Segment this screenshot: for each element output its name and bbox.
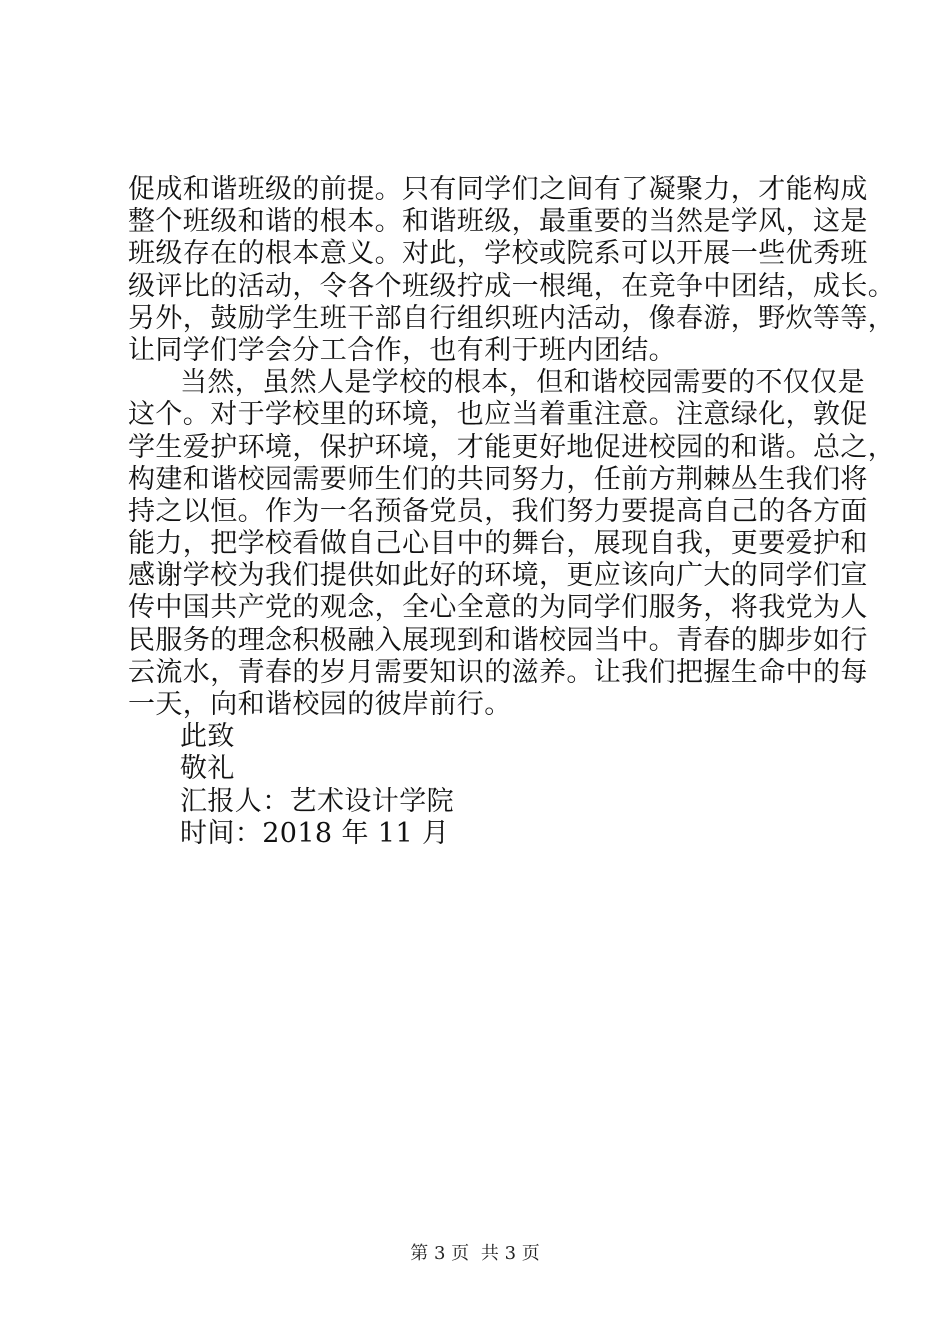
text-line: 学生爱护环境，保护环境，才能更好地促进校园的和谐。总之，: [128, 431, 896, 463]
paragraph-1: [128, 174, 896, 367]
text-line: 构建和谐校园需要师生们的共同努力，任前方荆棘丛生我们将: [128, 463, 868, 495]
text-line: 一天，向和谐校园的彼岸前行。: [128, 689, 512, 720]
page-total: 共 3 页: [480, 1243, 540, 1264]
text-line: 这个。对于学校里的环境，也应当着重注意。注意绿化，敦促: [128, 399, 868, 431]
text-line: 班级存在的根本意义。对此，学校或院系可以开展一些优秀班: [128, 238, 868, 270]
page-number: 第 3 页: [410, 1243, 470, 1264]
paragraph-2: [128, 367, 896, 721]
text-line: 让同学们学会分工合作，也有利于班内团结。: [128, 334, 676, 366]
text-line: 传中国共产党的观念，全心全意的为同学们服务，将我党为人: [128, 592, 868, 624]
text-line: 民服务的理念积极融入展现到和谐校园当中。青春的脚步如行: [128, 624, 868, 656]
regards: 敬礼: [180, 753, 235, 785]
document-body: [128, 174, 896, 850]
text-line: 能力，把学校看做自己心目中的舞台，展现自我，更要爱护和: [128, 528, 868, 560]
text-line: 持之以恒。作为一名预备党员，我们努力要提高自己的各方面: [128, 495, 868, 527]
text-line: 整个班级和谐的根本。和谐班级，最重要的当然是学风，这是: [128, 206, 868, 238]
reporter-signature: 汇报人：艺术设计学院: [180, 785, 454, 817]
page-footer: [0, 1243, 950, 1265]
text-line: 当然，虽然人是学校的根本，但和谐校园需要的不仅仅是: [180, 367, 865, 399]
text-line: 感谢学校为我们提供如此好的环境，更应该向广大的同学们宣: [128, 560, 868, 592]
text-line: 另外，鼓励学生班干部自行组织班内活动，像春游，野炊等等，: [128, 302, 896, 334]
text-line: 云流水，青春的岁月需要知识的滋养。让我们把握生命中的每: [128, 656, 868, 688]
text-line: 级评比的活动，令各个班级拧成一根绳，在竞争中团结，成长。: [128, 270, 896, 302]
report-date: 时间：2018 年 11 月: [180, 817, 450, 849]
letter-closing: [128, 721, 848, 850]
text-line: 促成和谐班级的前提。只有同学们之间有了凝聚力，才能构成: [128, 174, 868, 205]
salutation: 此致: [180, 721, 235, 753]
